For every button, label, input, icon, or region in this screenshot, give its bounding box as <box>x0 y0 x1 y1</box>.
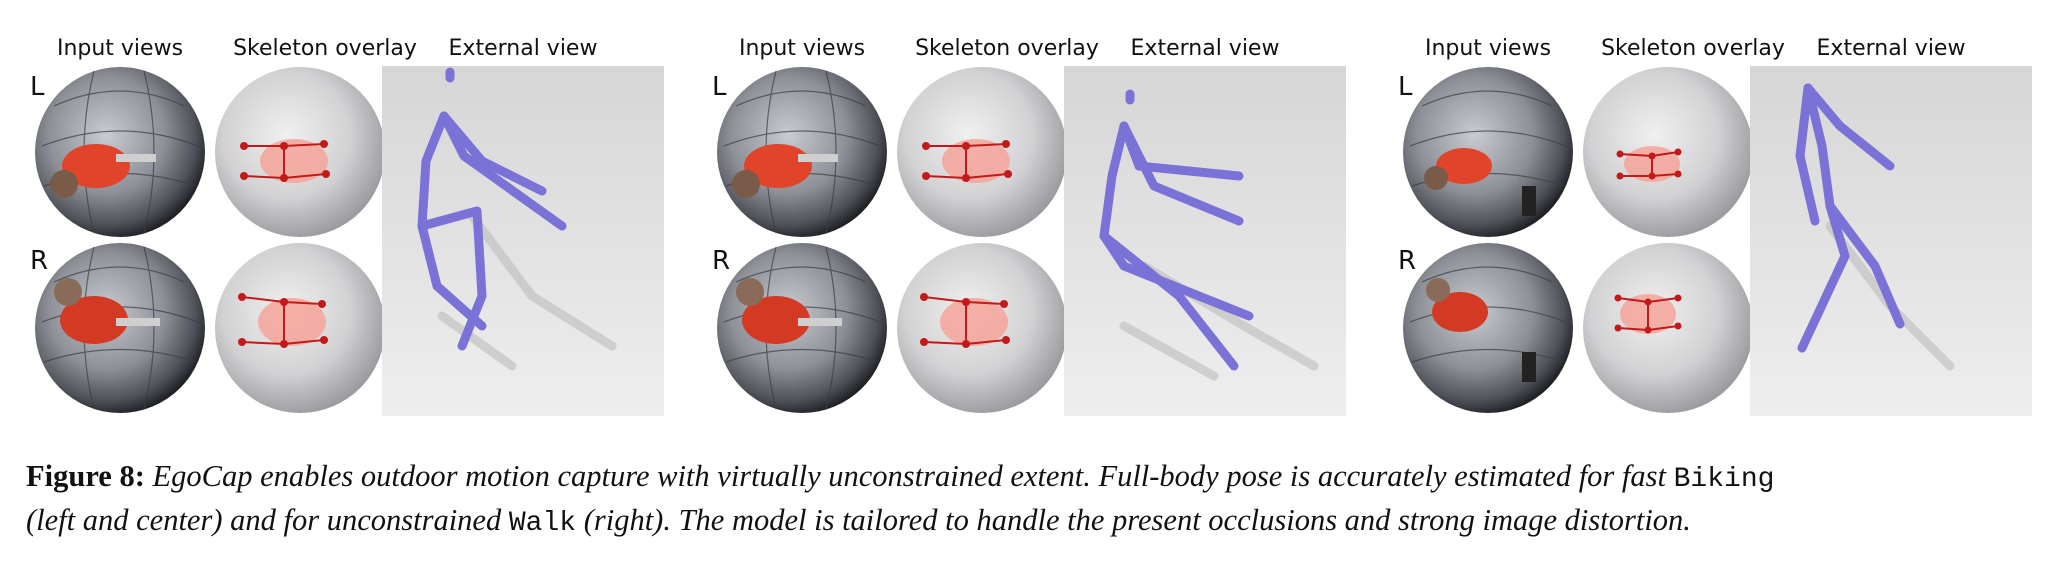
caption-code-biking: Biking <box>1673 464 1775 495</box>
header-skeleton-overlay: Skeleton overlay <box>1601 36 1785 61</box>
fisheye-input-right <box>34 242 206 414</box>
fisheye-input-left <box>34 66 206 238</box>
label-left-camera: L <box>1398 72 1413 102</box>
label-right-camera: R <box>1398 246 1417 276</box>
header-external-view: External view <box>448 36 598 61</box>
label-right-camera: R <box>712 246 731 276</box>
external-view-skeleton <box>1750 66 2032 416</box>
header-input-views: Input views <box>56 36 184 61</box>
label-left-camera: L <box>30 72 45 102</box>
caption-text-1: EgoCap enables outdoor motion capture with virtually unconstrained extent. Full-body pose is accurately estimated for fast <box>144 459 1674 493</box>
fisheye-overlay-left <box>1582 66 1754 238</box>
fisheye-input-right <box>1402 242 1574 414</box>
external-view-skeleton <box>1064 66 1346 416</box>
header-skeleton-overlay: Skeleton overlay <box>915 36 1099 61</box>
fisheye-overlay-right <box>896 242 1068 414</box>
header-input-views: Input views <box>738 36 866 61</box>
caption-text-2: (left and center) and for unconstrained <box>26 503 509 537</box>
fisheye-input-left <box>1402 66 1574 238</box>
caption-text-3: (right). The model is tailored to handle the present occlusions and strong image distortion. <box>576 503 1691 537</box>
external-view-skeleton <box>382 66 664 416</box>
fisheye-overlay-right <box>214 242 386 414</box>
fisheye-input-right <box>716 242 888 414</box>
fisheye-overlay-left <box>896 66 1068 238</box>
fisheye-input-left <box>716 66 888 238</box>
header-external-view: External view <box>1130 36 1280 61</box>
header-external-view: External view <box>1816 36 1966 61</box>
label-left-camera: L <box>712 72 727 102</box>
figure-panel-biking-left <box>20 0 700 420</box>
figure-caption <box>26 456 2056 544</box>
header-skeleton-overlay: Skeleton overlay <box>233 36 417 61</box>
fisheye-overlay-left <box>214 66 386 238</box>
caption-label: Figure 8: <box>26 459 145 493</box>
figure-panel-biking-center <box>702 0 1382 420</box>
header-input-views: Input views <box>1424 36 1552 61</box>
figure-panel-walk-right <box>1388 0 2068 420</box>
label-right-camera: R <box>30 246 49 276</box>
fisheye-overlay-right <box>1582 242 1754 414</box>
caption-code-walk: Walk <box>508 508 577 539</box>
